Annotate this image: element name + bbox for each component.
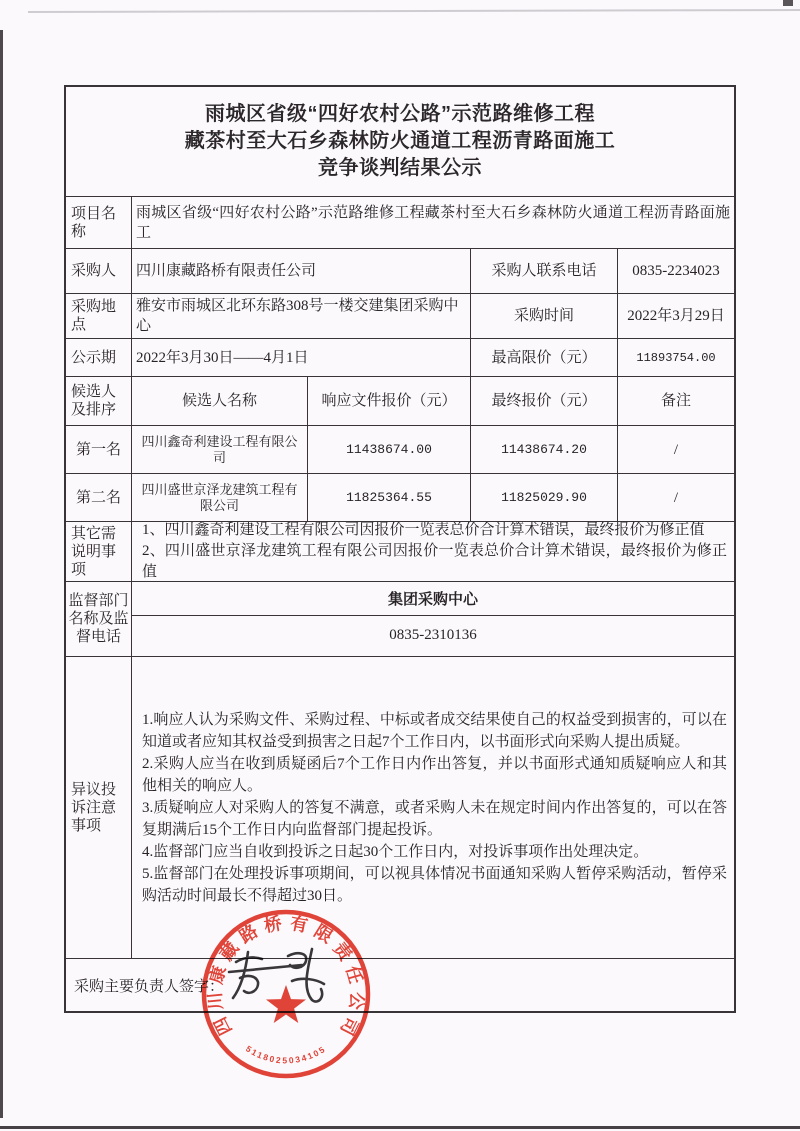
candidate-2-note: / [617, 474, 734, 521]
project-name-value: 雨城区省级“四好农村公路”示范路维修工程藏茶村至大石乡森林防火通道工程沥青路面施工 [131, 197, 734, 248]
scan-edge-bottom [0, 1126, 800, 1129]
document-title [66, 87, 734, 196]
other-note-2: 2、四川盛世京泽龙建筑工程有限公司因报价一览表总价合计算术错误，最终报价为修正值 [142, 543, 727, 580]
candidate-2-final: 11825029.90 [470, 474, 617, 521]
supervision-values [131, 582, 734, 656]
period-value: 2022年3月30日——4月1日 [131, 339, 470, 376]
row-other-notes [66, 521, 734, 581]
stamp-number-text: 5118025034105 [244, 1043, 328, 1066]
table-row-candidate-1 [66, 425, 734, 473]
candidate-2-bid: 11825364.55 [307, 474, 470, 521]
purchaser-phone-value: 0835-2234023 [617, 249, 734, 293]
col-header-note: 备注 [617, 377, 734, 425]
objection-item-5: 5.监督部门在处理投诉事项期间，可以视具体情况书面通知采购人暂停采购活动，暂停采购活动时间最长不得超过30日。 [142, 865, 727, 904]
title-line-2: 藏茶村至大石乡森林防火通道工程沥青路面施工 [184, 130, 616, 152]
max-price-label: 最高限价（元） [470, 339, 617, 376]
project-name-label: 项目名称 [71, 205, 117, 240]
objection-value [131, 657, 734, 958]
purchaser-label: 采购人 [71, 263, 117, 279]
candidate-1-bid: 11438674.00 [307, 426, 470, 473]
table-row-candidate-2 [66, 473, 734, 521]
supervision-label: 监督部门名称及监督电话 [68, 593, 129, 645]
candidate-1-name: 四川鑫奇利建设工程有限公司 [131, 426, 307, 473]
row-publicity-period [66, 338, 734, 376]
col-header-name: 候选人名称 [131, 377, 307, 425]
row-signature [66, 958, 734, 1011]
row-project-name [66, 196, 734, 248]
scan-edge-left [0, 30, 3, 1118]
objection-item-3: 3.质疑响应人对采购人的答复不满意，或者采购人未在规定时间内作出答复的，可以在答复期满后15个工作日内向监督部门提起投诉。 [142, 799, 727, 838]
candidates-section-label: 候选人及排序 [71, 384, 117, 418]
period-label: 公示期 [71, 349, 117, 366]
candidate-1-rank: 第一名 [75, 441, 121, 458]
candidate-1-note: / [617, 426, 734, 473]
purchaser-phone-label: 采购人联系电话 [470, 249, 617, 293]
other-notes-value [131, 522, 734, 581]
announcement-table [64, 85, 736, 1013]
row-location [66, 293, 734, 338]
location-value: 雅安市雨城区北环东路308号一楼交建集团采购中心 [131, 294, 470, 338]
row-supervision [66, 581, 734, 656]
col-header-final: 最终报价（元） [470, 377, 617, 425]
candidate-2-name: 四川盛世京泽龙建筑工程有限公司 [131, 474, 307, 521]
title-line-3: 竞争谈判结果公示 [318, 157, 482, 179]
row-candidates-header [66, 376, 734, 425]
candidate-2-rank: 第二名 [75, 489, 121, 506]
stamp-company-text: 四川康藏路桥有限责任公司 [204, 912, 368, 1039]
signature-label: 采购主要负责人签字： [74, 978, 225, 995]
time-value: 2022年3月29日 [617, 294, 734, 338]
supervision-phone: 0835-2310136 [132, 615, 734, 655]
scan-mark-top-right [783, 0, 793, 6]
max-price-value: 11893754.00 [617, 339, 734, 376]
title-line-1: 雨城区省级“四好农村公路”示范路维修工程 [205, 103, 595, 125]
row-objection-notice [66, 656, 734, 958]
objection-item-1: 1.响应人认为采购文件、采购过程、中标或者成交结果使自己的权益受到损害的，可以在知道或者应知其权益受到损害之日起7个工作日内，以书面形式向采购人提出质疑。 [142, 711, 727, 750]
row-purchaser [66, 248, 734, 293]
other-notes-label: 其它需说明事项 [71, 525, 117, 578]
scan-edge-top [28, 9, 800, 13]
candidate-1-final: 11438674.20 [470, 426, 617, 473]
time-label: 采购时间 [470, 294, 617, 338]
col-header-bid: 响应文件报价（元） [307, 377, 470, 425]
supervision-department: 集团采购中心 [387, 592, 478, 608]
objection-label: 异议投诉注意事项 [71, 781, 117, 834]
objection-item-2: 2.采购人应当在收到质疑函后7个工作日内作出答复，并以书面形式通知质疑响应人和其他相关的响应人。 [142, 755, 727, 794]
objection-item-4: 4.监督部门应当自收到投诉之日起30个工作日内，对投诉事项作出处理决定。 [142, 843, 649, 860]
purchaser-value: 四川康藏路桥有限责任公司 [131, 249, 470, 293]
other-note-1: 1、四川鑫奇利建设工程有限公司因报价一览表总价合计算术错误，最终报价为修正值 [142, 522, 705, 538]
location-label: 采购地点 [71, 299, 117, 333]
